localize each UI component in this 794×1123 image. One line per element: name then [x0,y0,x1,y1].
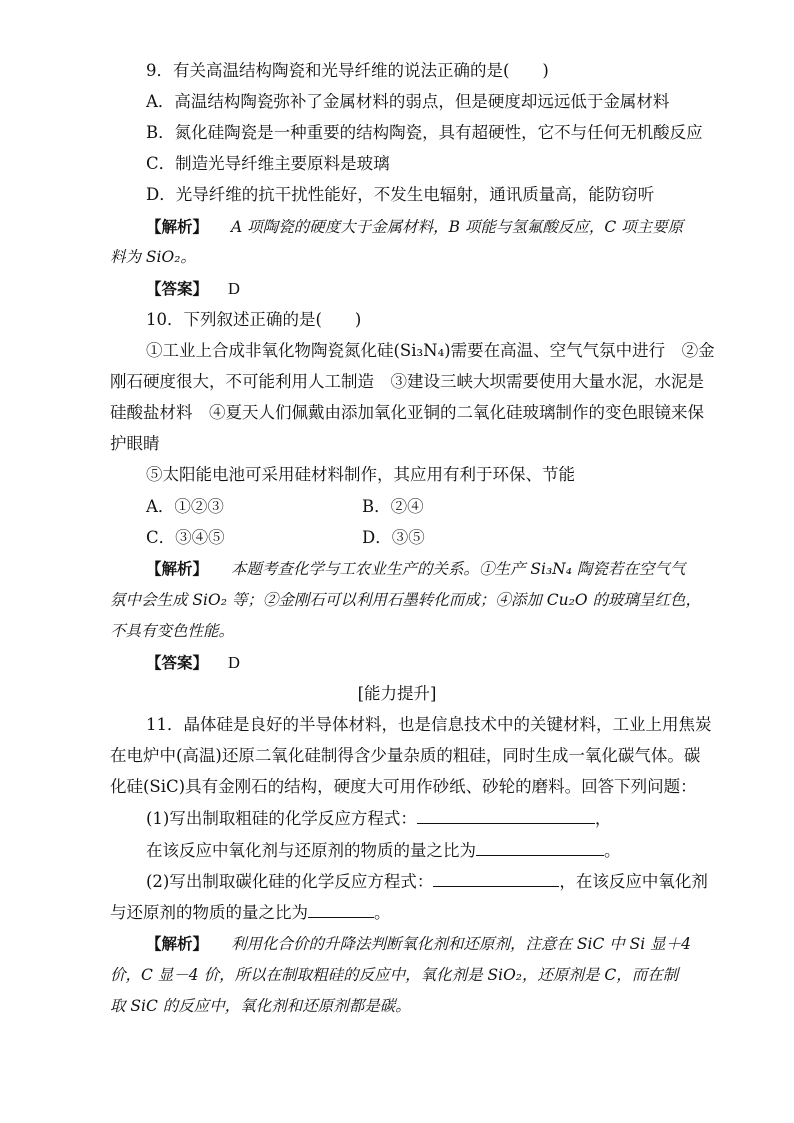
q11-ratio-label-2: 与还原剂的物质的量之比为 [110,903,308,922]
q10-line-4: 护眼睛 [110,434,160,453]
q10-option-b: B．②④ [362,497,424,516]
q9-stem: 9．有关高温结构陶瓷和光导纤维的说法正确的是( ) [146,61,549,80]
q11-part1-label: (1)写出制取粗硅的化学反应方程式： [146,809,417,828]
analysis-label: 【解析】 [146,560,209,578]
q10-line-3: 硅酸盐材料 ④夏天人们佩戴由添加氧化亚铜的二氧化硅玻璃制作的变色眼镜来保 [110,403,704,422]
answer-label: 【答案】 [146,654,209,672]
q11-line-2: 在电炉中(高温)还原二氧化硅制得含少量杂质的粗硅，同时生成一氧化碳气体。碳 [110,746,701,765]
q11-analysis-line2: 价，C 显－4 价，所以在制取粗硅的反应中，氧化剂是 SiO₂，还原剂是 C，而在制 [110,966,679,984]
q11-part1 [146,807,611,830]
q11-part1-ratio [146,839,621,862]
q11-analysis-line1: 利用化合价的升降法判断氧化剂和还原剂，注意在 SiC 中 Si 显＋4 [230,935,692,953]
answer-label: 【答案】 [146,280,209,298]
q10-analysis-line1: 本题考查化学与工农业生产的关系。①生产 Si₃N₄ 陶瓷若在空气气 [230,560,686,578]
q11-part2-label: (2)写出制取碳化硅的化学反应方程式： [146,872,434,891]
q10-analysis-line3: 不具有变色性能。 [110,622,235,640]
q10-answer-value: D [228,653,240,672]
q9-analysis [146,216,683,238]
q11-part2 [146,870,708,893]
q10-line-2: 刚石硬度很大，不可能利用人工制造 ③建设三峡大坝需要使用大量水泥，水泥是 [110,372,704,391]
q10-stem: 10．下列叙述正确的是( ) [146,310,362,329]
q10-line-5: ⑤太阳能电池可采用硅材料制作，其应用有利于环保、节能 [146,465,575,484]
q11-analysis-line3: 取 SiC 的反应中，氧化剂和还原剂都是碳。 [110,997,411,1015]
q11-blank-ratio-2[interactable] [308,901,374,918]
q11-blank-equation-2[interactable] [433,870,559,887]
q11-ratio-end-1: 。 [604,841,621,860]
q11-ratio-label-1: 在该反应中氧化剂与还原剂的物质的量之比为 [146,841,476,860]
q10-option-d: D．③⑤ [362,528,425,547]
q10-analysis-line2: 氛中会生成 SiO₂ 等；②金刚石可以利用石墨转化而成；④添加 Cu₂O 的玻璃呈红色， [110,591,701,609]
q11-analysis [146,933,691,955]
q11-part1-end: ， [594,809,612,828]
analysis-label: 【解析】 [146,935,209,953]
q9-answer-value: D [228,279,240,298]
q9-answer [146,278,240,300]
q10-analysis [146,558,685,580]
q11-blank-equation-1[interactable] [417,807,595,824]
q11-part2-ratio [110,901,391,924]
q11-part2-mid: ，在该反应中氧化剂 [559,872,708,891]
q9-analysis-line2: 料为 SiO₂。 [110,248,196,266]
analysis-label: 【解析】 [146,218,209,236]
q11-line-3: 化硅(SiC)具有金刚石的结构，硬度大可用作砂纸、砂轮的磨料。回答下列问题： [110,777,697,796]
q11-blank-ratio-1[interactable] [476,839,604,856]
q11-ratio-end-2: 。 [374,903,391,922]
q10-option-a: A．①②③ [146,497,224,516]
q11-line-1: 11．晶体硅是良好的半导体材料，也是信息技术中的关键材料，工业上用焦炭 [146,715,712,734]
q9-option-c: C．制造光导纤维主要原料是玻璃 [146,154,390,173]
q9-option-a: A．高温结构陶瓷弥补了金属材料的弱点，但是硬度却远远低于金属材料 [146,92,670,111]
section-title: [能力提升] [357,684,437,703]
q9-analysis-line1: A 项陶瓷的硬度大于金属材料，B 项能与氢氟酸反应，C 项主要原 [230,218,684,236]
q10-option-c: C．③④⑤ [146,528,225,547]
q9-option-d: D．光导纤维的抗干扰性能好，不发生电辐射，通讯质量高，能防窃听 [146,185,655,204]
q10-line-1: ①工业上合成非氧化物陶瓷氮化硅(Si₃N₄)需要在高温、空气气氛中进行 ②金 [146,341,715,360]
q10-answer [146,652,240,674]
q9-option-b: B．氮化硅陶瓷是一种重要的结构陶瓷，具有超硬性，它不与任何无机酸反应 [146,123,703,142]
